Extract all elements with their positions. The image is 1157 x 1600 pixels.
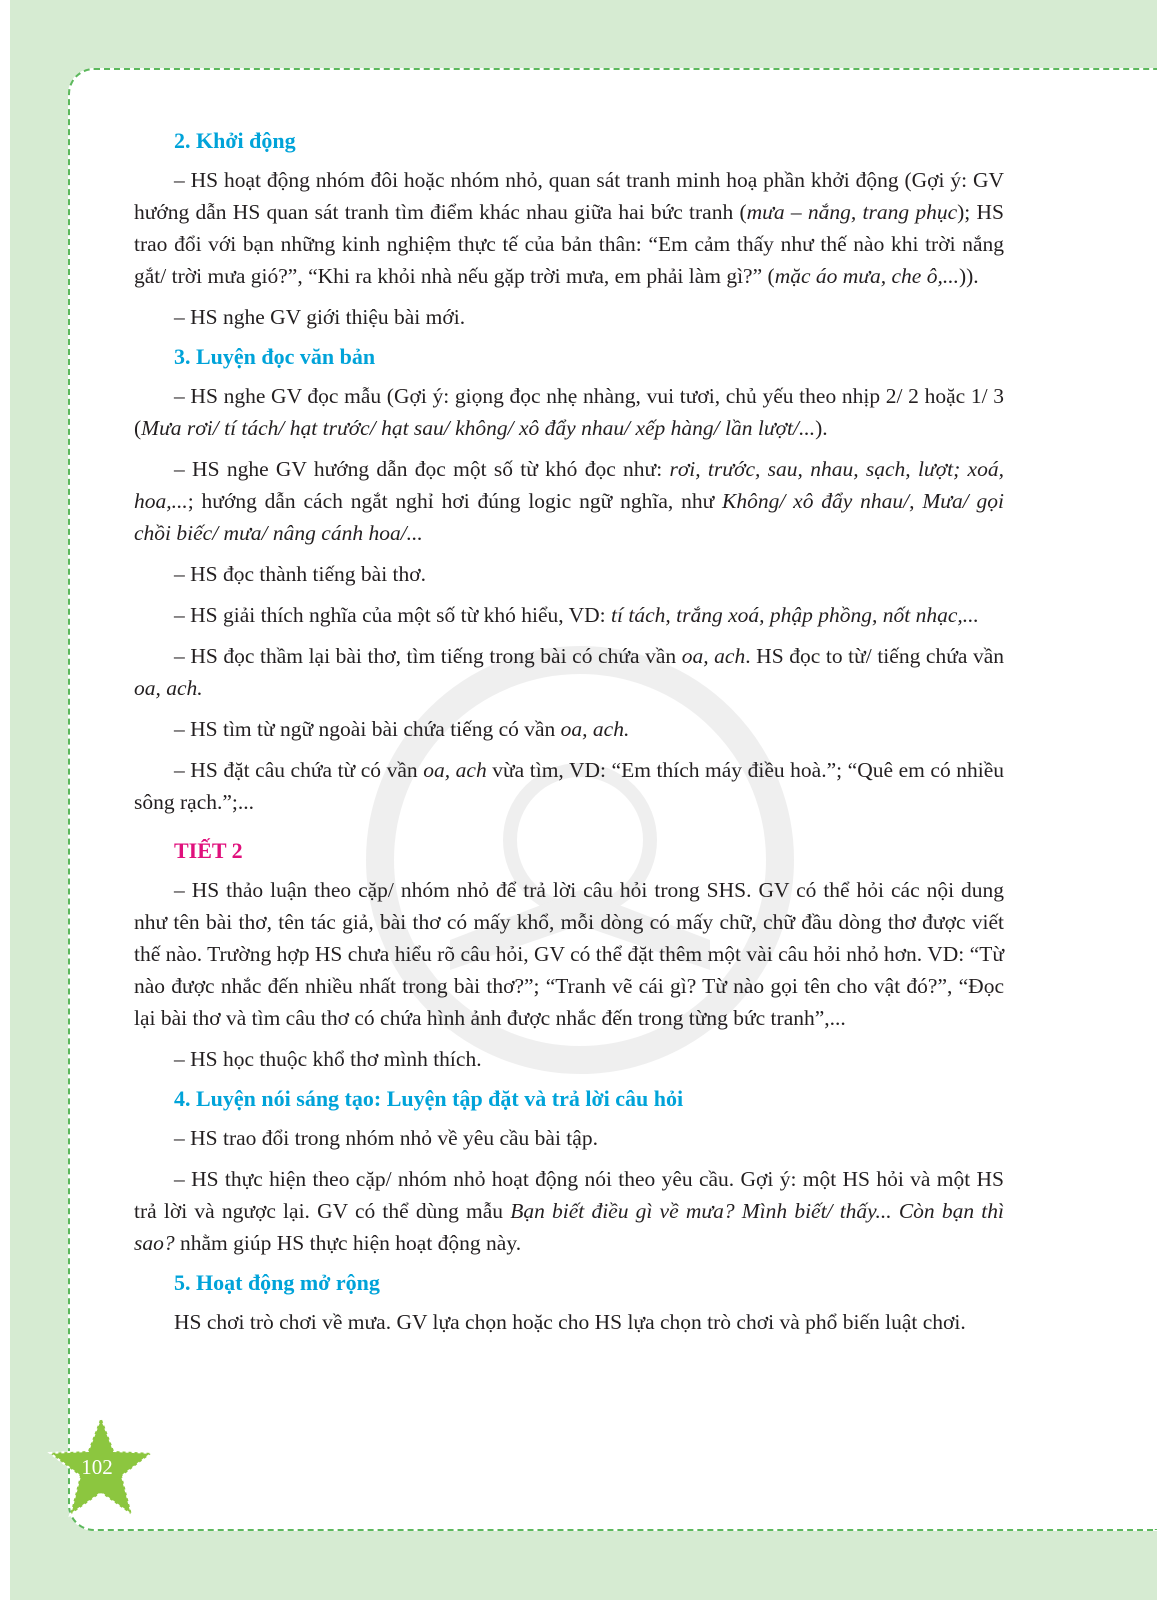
document-body <box>134 120 1004 1347</box>
section-heading-tiet-2: TIẾT 2 <box>174 838 243 863</box>
paragraph: HS chơi trò chơi về mưa. GV lựa chọn hoặc cho HS lựa chọn trò chơi và phổ biến luật chơi. <box>174 1310 966 1334</box>
paragraph: – HS thực hiện theo cặp/ nhóm nhỏ hoạt động nói theo yêu cầu. Gợi ý: một HS hỏi và một HS trả lời và ngược lại. GV có thể dùng mẫu Bạn biết điều gì về mưa? Mình biết/ thấy... Còn bạn thì sao? nhằm giúp HS thực hiện hoạt động này. <box>134 1167 1004 1255</box>
paragraph: – HS học thuộc khổ thơ mình thích. <box>174 1047 482 1071</box>
paragraph: – HS giải thích nghĩa của một số từ khó hiểu, VD: tí tách, trắng xoá, phập phồng, nốt nhạc,... <box>174 603 979 627</box>
paragraph: – HS thảo luận theo cặp/ nhóm nhỏ để trả lời câu hỏi trong SHS. GV có thể hỏi các nội dung như tên bài thơ, tên tác giả, bài thơ có mấy khổ, mỗi dòng có mấy chữ, chữ đầu dòng thơ được viết thế nào. Trường hợp HS chưa hiểu rõ câu hỏi, GV có thể đặt thêm một vài câu hỏi nhỏ hơn. VD: “Từ nào được nhắc đến nhiều nhất trong bài thơ?”; “Tranh vẽ cái gì? Từ nào gọi tên cho vật đó?”, “Đọc lại bài thơ và tìm câu thơ có chứa hình ảnh được nhắc đến trong từng bức tranh”,... <box>134 878 1004 1030</box>
paragraph: – HS hoạt động nhóm đôi hoặc nhóm nhỏ, quan sát tranh minh hoạ phần khởi động (Gợi ý: GV hướng dẫn HS quan sát tranh tìm điểm khác nhau giữa hai bức tranh (mưa – nắng, trang phục); HS trao đổi với bạn những kinh nghiệm thực tế của bản thân: “Em cảm thấy như thế nào khi trời nắng gắt/ trời mưa gió?”, “Khi ra khỏi nhà nếu gặp trời mưa, em phải làm gì?” (mặc áo mưa, che ô,...)). <box>134 168 1005 288</box>
paragraph: – HS nghe GV đọc mẫu (Gợi ý: giọng đọc nhẹ nhàng, vui tươi, chủ yếu theo nhịp 2/ 2 hoặc 1/ 3 (Mưa rơi/ tí tách/ hạt trước/ hạt sau/ không/ xô đẩy nhau/ xếp hàng/ lần lượt/...). <box>134 384 1004 440</box>
paragraph: – HS đặt câu chứa từ có vần oa, ach vừa tìm, VD: “Em thích máy điều hoà.”; “Quê em có nhiều sông rạch.”;... <box>134 758 1005 814</box>
paragraph: – HS đọc thầm lại bài thơ, tìm tiếng trong bài có chứa vần oa, ach. HS đọc to từ/ tiếng chứa vần oa, ach. <box>134 644 1005 700</box>
left-margin-strip <box>0 0 10 1600</box>
section-heading-mo-rong: 5. Hoạt động mở rộng <box>174 1270 380 1295</box>
section-heading-khoi-dong: 2. Khởi động <box>174 128 296 153</box>
paragraph: – HS đọc thành tiếng bài thơ. <box>174 562 427 586</box>
paragraph: – HS nghe GV hướng dẫn đọc một số từ khó đọc như: rơi, trước, sau, nhau, sạch, lượt; xoá, hoa,...; hướng dẫn cách ngắt nghỉ hơi đúng logic ngữ nghĩa, như Không/ xô đẩy nhau/, Mưa/ gọi chồi biếc/ mưa/ nâng cánh hoa/... <box>134 457 1004 545</box>
paragraph: – HS trao đổi trong nhóm nhỏ về yêu cầu bài tập. <box>174 1126 598 1150</box>
paragraph: – HS tìm từ ngữ ngoài bài chứa tiếng có vần oa, ach. <box>174 717 630 741</box>
paragraph: – HS nghe GV giới thiệu bài mới. <box>174 305 466 329</box>
page-number: 102 <box>81 1455 113 1479</box>
section-heading-luyen-doc: 3. Luyện đọc văn bản <box>174 344 376 369</box>
section-heading-luyen-noi: 4. Luyện nói sáng tạo: Luyện tập đặt và trả lời câu hỏi <box>174 1086 684 1111</box>
